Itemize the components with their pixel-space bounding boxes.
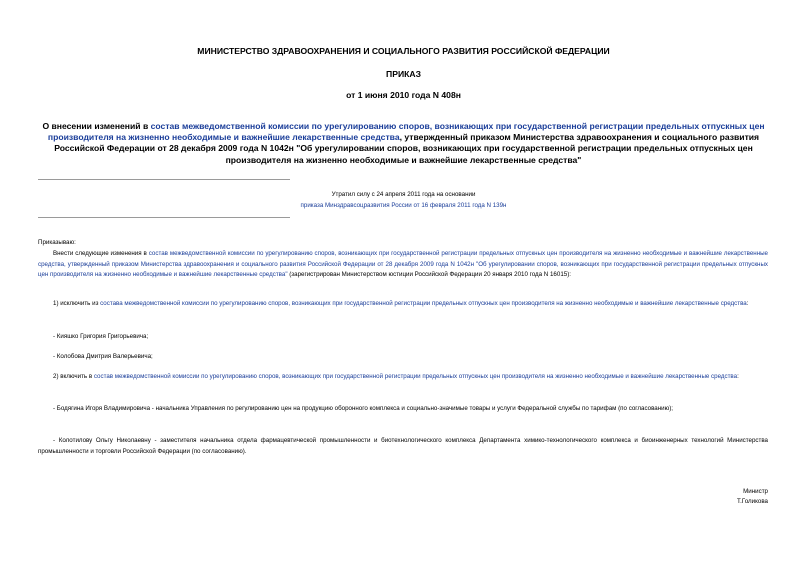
paragraph-1 (38, 249, 768, 281)
divider-top (38, 179, 290, 180)
document-title (36, 121, 771, 166)
lost-force-link[interactable]: приказа Минздравсоцразвития России от 16 февраля 2011 года N 139н (300, 202, 507, 209)
title-prefix: О внесении изменений в (42, 121, 151, 131)
paragraph-1-text-b: (зарегистрирован Министерством юстиции Российской Федерации 20 января 2010 года N 16015): (287, 271, 571, 279)
date-number-heading: от 1 июня 2010 года N 408н (346, 90, 461, 100)
paragraph-6: - Бодягина Игоря Владимировича - начальника Управления по регулированию цен на продукцию оборонного комплекса и социально-значимые товары и услуги Федеральной службы по тарифам (по согласованию); (53, 405, 674, 412)
title-link[interactable]: состав межведомственной комиссии по урегулированию споров, возникающих при государственной регистрации предельных отпускных цен производителя на жизненно необходимые и важнейшие лекарственные средства (47, 121, 765, 143)
paragraph-2-text-a: 1) исключить из (53, 300, 101, 307)
paragraph-3: - Кияшко Григория Григорьевича; (53, 333, 149, 340)
lost-force-line1: Утратил силу с 24 апреля 2011 года на основании (331, 191, 476, 198)
paragraph-5-text-b: : (737, 373, 739, 380)
divider-bottom (38, 217, 290, 218)
paragraph-1-text-a: Внести следующие изменения в (53, 250, 149, 257)
paragraph-2-link[interactable]: состава межведомственной комиссии по урегулированию споров, возникающих при государственной регистрации предельных отпускных цен производителя на жизненно необходимые и важнейшие лекарственные средства (100, 300, 747, 307)
paragraph-2-text-b: : (746, 300, 749, 307)
paragraph-7: - Колотилову Ольгу Николаевну - заместителя начальника отдела фармацевтической промышленности и биотехнологического комплекса Департамента химико-технологического комплекса и биоинженерных технологий Министерства промышленности и торговли Российской Федерации (по согласованию). (38, 437, 768, 455)
paragraph-1-link[interactable]: состав межведомственной комиссии по урегулированию споров, возникающих при государственной регистрации предельных отпускных цен производителя на жизненно необходимые и важнейшие лекарственные средства, утвержденный приказом Министерства здравоохранения и социального развития Российской Федерации от 28 декабря 2009 года N 1042н "Об урегулировании споров, возникающих при государственной регистрации предельных отпускных цен производителя на жизненно необходимые и важнейшие лекарственные средства" (38, 250, 768, 279)
doc-type-heading: ПРИКАЗ (386, 69, 421, 79)
title-suffix: , утвержденный приказом Министерства здравоохранения и социального развития Российской Федерации от 28 декабря 2009 года N 1042н "Об урегулировании споров, возникающих при государственной регистрации предельных отпускных цен производителя на жизненно необходимые и важнейшие лекарственные средства" (54, 132, 760, 165)
paragraph-5-text-a: 2) включить в (53, 373, 94, 380)
order-word: Приказываю: (38, 239, 76, 246)
paragraph-4: - Колобова Дмитрия Валерьевича; (53, 353, 153, 360)
signature-position: Министр (743, 488, 768, 495)
paragraph-5 (38, 372, 768, 383)
ministry-heading: МИНИСТЕРСТВО ЗДРАВООХРАНЕНИЯ И СОЦИАЛЬНОГО РАЗВИТИЯ РОССИЙСКОЙ ФЕДЕРАЦИИ (197, 46, 610, 56)
paragraph-2 (38, 299, 768, 310)
paragraph-5-link[interactable]: состав межведомственной комиссии по урегулированию споров, возникающих при государственной регистрации предельных отпускных цен производителя на жизненно необходимые и важнейшие лекарственные средства (93, 373, 738, 380)
signature-name: Т.Голикова (737, 498, 768, 505)
